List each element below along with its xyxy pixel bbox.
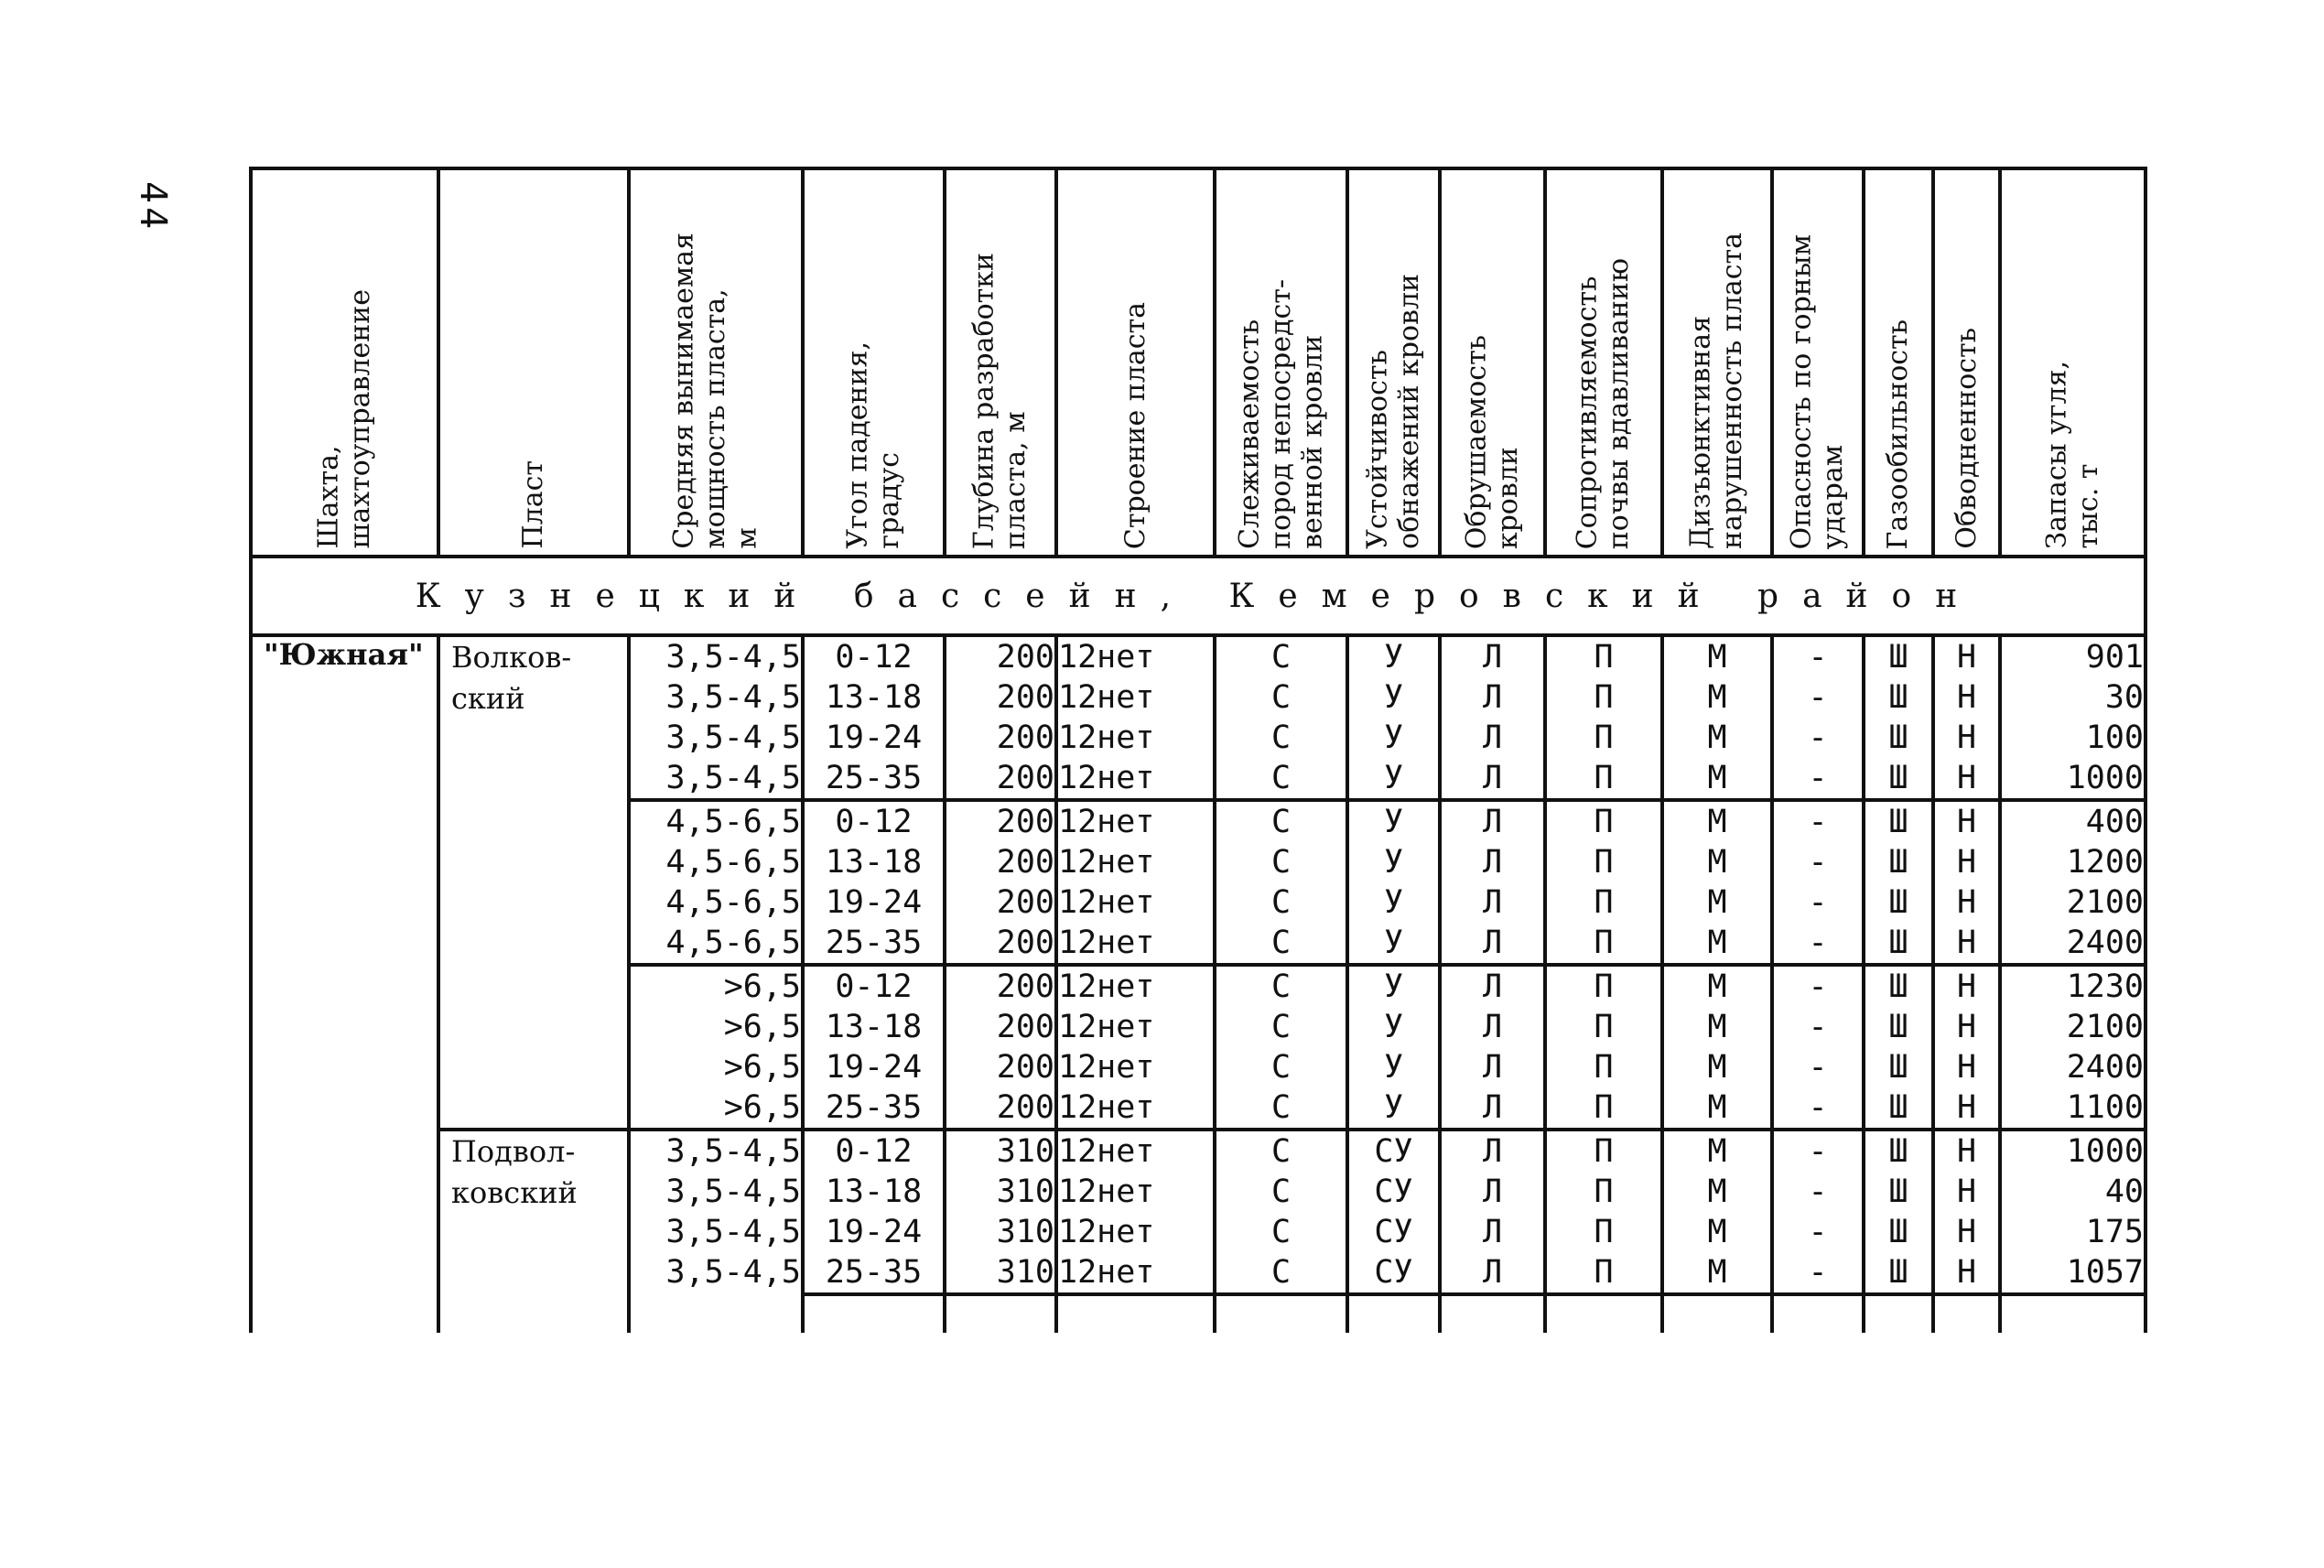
cell-water (1933, 1130, 2000, 1294)
cell-value: П (1594, 760, 1614, 796)
cell-value: С (1270, 925, 1292, 961)
cell-value: - (1808, 884, 1828, 921)
cell-value: М (1707, 844, 1727, 881)
page-number: 44 (132, 181, 174, 233)
cell-value: М (1707, 1089, 1727, 1126)
cell-value: 0-12 (835, 804, 913, 840)
cell-value: 4,5-6,5 (665, 925, 801, 961)
cell-value: 310 (996, 1254, 1054, 1291)
cell-gas (1864, 1130, 1933, 1294)
cell-value: Л (1482, 884, 1503, 921)
header-resistance: Сопротивляемость почвы вдавливанию (1545, 168, 1662, 557)
cell-value: - (1808, 844, 1828, 881)
cell-value: 200 (996, 884, 1054, 921)
cell-value: Н (1956, 844, 1977, 881)
cell-value: 200 (996, 1009, 1054, 1045)
cell-value: М (1707, 1049, 1727, 1086)
cell-value: Л (1482, 1133, 1503, 1170)
cell-angle (803, 1130, 945, 1294)
cell-value: 175 (2085, 1214, 2144, 1250)
empty-cell (1545, 1294, 1662, 1333)
header-mine: Шахта, шахтоуправление (251, 168, 438, 557)
header-seam: Пласт (438, 168, 629, 557)
cell-value: Л (1482, 925, 1503, 961)
cell-value: Ш (1888, 719, 1908, 756)
cell-value: М (1707, 719, 1727, 756)
header-faulting: Дизъюнктивная нарушенность пласта (1662, 168, 1772, 557)
cell-value: - (1808, 804, 1828, 840)
cell-depth (945, 1130, 1056, 1294)
cell-value: П (1594, 1133, 1614, 1170)
cell-value: 12нет (1058, 1254, 1155, 1291)
cell-faulting (1662, 965, 1772, 1130)
cell-value: Н (1956, 719, 1977, 756)
cell-value: П (1594, 1089, 1614, 1126)
cell-resistance (1545, 800, 1662, 965)
cell-value: 25-35 (825, 925, 923, 961)
cell-structure (1056, 1130, 1215, 1294)
cell-value: М (1707, 1173, 1727, 1210)
cell-stability (1347, 635, 1440, 800)
empty-cell (1772, 1294, 1864, 1333)
cell-gas (1864, 800, 1933, 965)
seam-name: Волков- ский (438, 635, 629, 1130)
empty-cell (1662, 1294, 1772, 1333)
cell-value: 2400 (2066, 1049, 2144, 1086)
cell-stability (1347, 800, 1440, 965)
empty-cell (1215, 1294, 1347, 1333)
cell-burst (1772, 1130, 1864, 1294)
cell-value: Л (1482, 1089, 1503, 1126)
empty-cell (1440, 1294, 1545, 1333)
cell-resistance (1545, 965, 1662, 1130)
cell-value: П (1594, 1254, 1614, 1291)
cell-value: >6,5 (723, 1089, 801, 1126)
empty-cell (1933, 1294, 2000, 1333)
cell-value: 0-12 (835, 1133, 913, 1170)
cell-value: Н (1956, 968, 1977, 1005)
cell-thickness (629, 965, 803, 1130)
cell-value: 1057 (2066, 1254, 2144, 1291)
cell-value: П (1594, 1173, 1614, 1210)
cell-value: Н (1956, 1049, 1977, 1086)
mine-name: "Южная" (251, 635, 438, 1333)
cell-value: >6,5 (723, 968, 801, 1005)
cell-value: 200 (996, 719, 1054, 756)
cell-value: 25-35 (825, 1254, 923, 1291)
cell-value: 13-18 (825, 844, 923, 881)
cell-value: 25-35 (825, 1089, 923, 1126)
cell-value: Н (1956, 1173, 1977, 1210)
cell-caking (1215, 965, 1347, 1130)
cell-value: 19-24 (825, 884, 923, 921)
cell-value: - (1808, 1049, 1828, 1086)
cell-value: М (1707, 679, 1727, 716)
cell-value: Н (1956, 1133, 1977, 1170)
cell-value: Н (1956, 1089, 1977, 1126)
cell-value: 19-24 (825, 1214, 923, 1250)
cell-value: Ш (1888, 639, 1908, 676)
cell-burst (1772, 800, 1864, 965)
cell-value: Ш (1888, 804, 1908, 840)
cell-value: С (1270, 1049, 1292, 1086)
seam-continuation (629, 1294, 803, 1333)
cell-stability (1347, 1130, 1440, 1294)
cell-value: У (1383, 968, 1404, 1005)
cell-value: Ш (1888, 968, 1908, 1005)
cell-value: Ш (1888, 1009, 1908, 1045)
cell-value: Ш (1888, 1173, 1908, 1210)
cell-value: 400 (2085, 804, 2144, 840)
cell-faulting (1662, 635, 1772, 800)
cell-value: Ш (1888, 925, 1908, 961)
header-water: Обводненность (1933, 168, 2000, 557)
cell-value: 19-24 (825, 719, 923, 756)
cell-value: 12нет (1058, 804, 1155, 840)
cell-gas (1864, 965, 1933, 1130)
cell-value: М (1707, 968, 1727, 1005)
cell-value: 12нет (1058, 760, 1155, 796)
cell-value: СУ (1374, 1254, 1413, 1291)
cell-value: П (1594, 1049, 1614, 1086)
cell-gas (1864, 635, 1933, 800)
cell-value: 12нет (1058, 884, 1155, 921)
cell-reserves (2000, 800, 2146, 965)
empty-cell (1056, 1294, 1215, 1333)
cell-value: 12нет (1058, 1133, 1155, 1170)
cell-value: 3,5-4,5 (665, 719, 801, 756)
cell-value: 12нет (1058, 1009, 1155, 1045)
cell-structure (1056, 635, 1215, 800)
cell-value: Ш (1888, 1049, 1908, 1086)
cell-water (1933, 965, 2000, 1130)
cell-value: С (1270, 1009, 1292, 1045)
cell-value: С (1270, 719, 1292, 756)
cell-value: П (1594, 844, 1614, 881)
cell-value: С (1270, 844, 1292, 881)
header-structure: Строение пласта (1056, 168, 1215, 557)
cell-value: М (1707, 1214, 1727, 1250)
cell-value: - (1808, 968, 1828, 1005)
cell-value: 1230 (2066, 968, 2144, 1005)
table-row-group (251, 635, 2146, 800)
cell-value: 12нет (1058, 1089, 1155, 1126)
cell-value: П (1594, 804, 1614, 840)
cell-thickness (629, 1130, 803, 1294)
empty-cell (1864, 1294, 1933, 1333)
cell-value: 4,5-6,5 (665, 884, 801, 921)
cell-reserves (2000, 1130, 2146, 1294)
cell-value: 310 (996, 1173, 1054, 1210)
cell-value: 12нет (1058, 719, 1155, 756)
empty-cell (803, 1294, 945, 1333)
cell-value: П (1594, 719, 1614, 756)
cell-value: У (1383, 1089, 1404, 1126)
cell-depth (945, 965, 1056, 1130)
cell-value: 200 (996, 1049, 1054, 1086)
cell-value: Ш (1888, 760, 1908, 796)
cell-value: П (1594, 968, 1614, 1005)
cell-value: Ш (1888, 1214, 1908, 1250)
cell-value: Ш (1888, 1089, 1908, 1126)
cell-value: С (1270, 968, 1292, 1005)
cell-value: У (1383, 844, 1404, 881)
cell-value: - (1808, 1089, 1828, 1126)
cell-value: - (1808, 679, 1828, 716)
cell-value: Л (1482, 760, 1503, 796)
cell-value: П (1594, 1009, 1614, 1045)
cell-value: П (1594, 925, 1614, 961)
cell-value: 12нет (1058, 1173, 1155, 1210)
cell-value: - (1808, 1173, 1828, 1210)
cell-value: 13-18 (825, 679, 923, 716)
cell-value: У (1383, 639, 1404, 676)
cell-value: М (1707, 760, 1727, 796)
cell-value: У (1383, 719, 1404, 756)
cell-value: 2100 (2066, 1009, 2144, 1045)
cell-value: Ш (1888, 884, 1908, 921)
cell-value: 13-18 (825, 1173, 923, 1210)
cell-value: 12нет (1058, 1049, 1155, 1086)
region-row (251, 557, 2146, 635)
cell-value: Ш (1888, 844, 1908, 881)
cell-value: 1200 (2066, 844, 2144, 881)
cell-value: 30 (2104, 679, 2144, 716)
mining-data-table (249, 167, 2147, 1333)
cell-value: 2400 (2066, 925, 2144, 961)
header-angle: Угол падения, градус (803, 168, 945, 557)
cell-structure (1056, 800, 1215, 965)
cell-value: Н (1956, 884, 1977, 921)
cell-value: Н (1956, 1254, 1977, 1291)
cell-caving (1440, 635, 1545, 800)
cell-value: 3,5-4,5 (665, 679, 801, 716)
cell-angle (803, 800, 945, 965)
cell-value: У (1383, 925, 1404, 961)
cell-value: Л (1482, 804, 1503, 840)
cell-value: - (1808, 760, 1828, 796)
cell-value: У (1383, 1049, 1404, 1086)
header-caking: Слеживаемость пород непосредст- венной кровли (1215, 168, 1347, 557)
cell-value: 25-35 (825, 760, 923, 796)
cell-value: 200 (996, 679, 1054, 716)
cell-burst (1772, 635, 1864, 800)
cell-value: У (1383, 760, 1404, 796)
empty-cell (1347, 1294, 1440, 1333)
cell-thickness (629, 635, 803, 800)
cell-value: П (1594, 884, 1614, 921)
cell-value: 310 (996, 1214, 1054, 1250)
cell-value: 4,5-6,5 (665, 804, 801, 840)
cell-value: 12нет (1058, 679, 1155, 716)
cell-value: Ш (1888, 1254, 1908, 1291)
cell-stability (1347, 965, 1440, 1130)
cell-value: С (1270, 1133, 1292, 1170)
cell-value: П (1594, 1214, 1614, 1250)
cell-value: 12нет (1058, 639, 1155, 676)
cell-value: 200 (996, 844, 1054, 881)
cell-value: М (1707, 884, 1727, 921)
cell-value: СУ (1374, 1133, 1413, 1170)
cell-value: 901 (2085, 639, 2144, 676)
table-row-group (251, 1130, 2146, 1294)
cell-value: С (1270, 1254, 1292, 1291)
cell-value: Л (1482, 1214, 1503, 1250)
cell-faulting (1662, 1130, 1772, 1294)
header-thickness: Средняя вынимаемая мощность пласта, м (629, 168, 803, 557)
cell-value: 200 (996, 760, 1054, 796)
cell-value: У (1383, 679, 1404, 716)
cell-value: У (1383, 1009, 1404, 1045)
cell-value: Л (1482, 1009, 1503, 1045)
cell-value: С (1270, 639, 1292, 676)
cell-caking (1215, 635, 1347, 800)
cell-value: Н (1956, 760, 1977, 796)
cell-value: 0-12 (835, 968, 913, 1005)
cell-value: - (1808, 925, 1828, 961)
cell-structure (1056, 965, 1215, 1130)
cell-resistance (1545, 1130, 1662, 1294)
cell-caving (1440, 800, 1545, 965)
cell-value: У (1383, 884, 1404, 921)
cell-depth (945, 635, 1056, 800)
cell-value: Л (1482, 844, 1503, 881)
cell-value: 1000 (2066, 760, 2144, 796)
empty-cell (945, 1294, 1056, 1333)
cell-thickness (629, 800, 803, 965)
cell-value: М (1707, 804, 1727, 840)
cell-value: Л (1482, 1173, 1503, 1210)
cell-value: 3,5-4,5 (665, 1133, 801, 1170)
cell-value: Л (1482, 719, 1503, 756)
cell-value: 1100 (2066, 1089, 2144, 1126)
cell-value: 12нет (1058, 1214, 1155, 1250)
cell-value: М (1707, 925, 1727, 961)
cell-value: СУ (1374, 1214, 1413, 1250)
cell-value: 12нет (1058, 925, 1155, 961)
cell-value: 310 (996, 1133, 1054, 1170)
cell-value: С (1270, 884, 1292, 921)
cell-value: Н (1956, 1009, 1977, 1045)
cell-depth (945, 800, 1056, 965)
cell-value: 200 (996, 639, 1054, 676)
region-title: Кузнецкий бассейн, Кемеровский район (251, 557, 2146, 635)
header-depth: Глубина разработки пласта, м (945, 168, 1056, 557)
cell-value: П (1594, 679, 1614, 716)
cell-value: - (1808, 1254, 1828, 1291)
cell-water (1933, 635, 2000, 800)
cell-value: У (1383, 804, 1404, 840)
header-caving: Обрушаемость кровли (1440, 168, 1545, 557)
cell-value: Н (1956, 639, 1977, 676)
cell-caving (1440, 965, 1545, 1130)
header-stability: Устойчивость обнажений кровли (1347, 168, 1440, 557)
header-burst: Опасность по горным ударам (1772, 168, 1864, 557)
cell-value: Л (1482, 1254, 1503, 1291)
cell-value: 3,5-4,5 (665, 1254, 801, 1291)
cell-value: - (1808, 719, 1828, 756)
cell-angle (803, 965, 945, 1130)
cell-caking (1215, 1130, 1347, 1294)
header-reserves: Запасы угля, тыс. т (2000, 168, 2146, 557)
cell-value: 3,5-4,5 (665, 760, 801, 796)
cell-value: Л (1482, 1049, 1503, 1086)
cell-value: 3,5-4,5 (665, 639, 801, 676)
cell-value: Ш (1888, 679, 1908, 716)
cell-value: 3,5-4,5 (665, 1214, 801, 1250)
cell-value: >6,5 (723, 1009, 801, 1045)
cell-value: 1000 (2066, 1133, 2144, 1170)
cell-value: 12нет (1058, 844, 1155, 881)
header-row (251, 168, 2146, 557)
cell-value: 100 (2085, 719, 2144, 756)
cell-value: - (1808, 1133, 1828, 1170)
cell-value: 4,5-6,5 (665, 844, 801, 881)
cell-burst (1772, 965, 1864, 1130)
cell-value: С (1270, 1089, 1292, 1126)
cell-value: 200 (996, 804, 1054, 840)
cell-value: - (1808, 639, 1828, 676)
cell-value: СУ (1374, 1173, 1413, 1210)
cell-resistance (1545, 635, 1662, 800)
cell-value: С (1270, 1173, 1292, 1210)
cell-value: П (1594, 639, 1614, 676)
cell-angle (803, 635, 945, 800)
cell-value: Ш (1888, 1133, 1908, 1170)
cell-value: 40 (2104, 1173, 2144, 1210)
cell-value: М (1707, 1133, 1727, 1170)
cell-value: М (1707, 1009, 1727, 1045)
cell-value: 0-12 (835, 639, 913, 676)
cell-value: 13-18 (825, 1009, 923, 1045)
cell-value: >6,5 (723, 1049, 801, 1086)
cell-value: Н (1956, 804, 1977, 840)
cell-reserves (2000, 635, 2146, 800)
cell-value: 200 (996, 1089, 1054, 1126)
seam-name: Подвол- ковский (438, 1130, 629, 1333)
cell-faulting (1662, 800, 1772, 965)
empty-cell (2000, 1294, 2146, 1333)
cell-value: 3,5-4,5 (665, 1173, 801, 1210)
cell-value: М (1707, 1254, 1727, 1291)
cell-value: Л (1482, 639, 1503, 676)
cell-value: Л (1482, 679, 1503, 716)
header-gas: Газообильность (1864, 168, 1933, 557)
cell-value: 200 (996, 968, 1054, 1005)
cell-value: М (1707, 639, 1727, 676)
cell-value: Н (1956, 1214, 1977, 1250)
cell-reserves (2000, 965, 2146, 1130)
cell-value: - (1808, 1214, 1828, 1250)
cell-value: С (1270, 1214, 1292, 1250)
cell-value: Н (1956, 679, 1977, 716)
cell-caking (1215, 800, 1347, 965)
cell-water (1933, 800, 2000, 965)
cell-value: 19-24 (825, 1049, 923, 1086)
cell-value: С (1270, 679, 1292, 716)
cell-value: 12нет (1058, 968, 1155, 1005)
cell-value: Л (1482, 968, 1503, 1005)
cell-value: С (1270, 804, 1292, 840)
cell-value: 200 (996, 925, 1054, 961)
cell-value: 2100 (2066, 884, 2144, 921)
cell-caving (1440, 1130, 1545, 1294)
cell-value: Н (1956, 925, 1977, 961)
cell-value: С (1270, 760, 1292, 796)
cell-value: - (1808, 1009, 1828, 1045)
